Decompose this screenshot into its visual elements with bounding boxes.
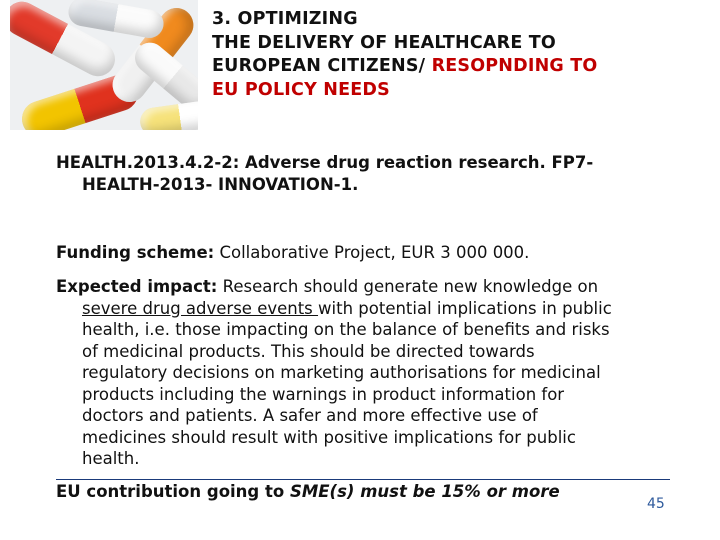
- impact-line: regulatory decisions on marketing authorisations for medicinal: [82, 363, 601, 382]
- impact-line: medicines should result with positive implications for public: [82, 427, 576, 447]
- eu-contribution: [56, 482, 560, 501]
- impact-line: products including the warnings in product information for: [82, 384, 565, 404]
- topic-code: [56, 152, 666, 195]
- funding-label: Funding scheme:: [56, 243, 215, 262]
- title-line-3-a: EUROPEAN CITIZENS/: [212, 56, 432, 76]
- impact-line: of medicinal products. This should be directed towards: [82, 341, 535, 361]
- impact-underlined: severe drug adverse events: [82, 298, 319, 318]
- title-line-4: EU POLICY NEEDS: [212, 79, 390, 100]
- topic-code-line-2: HEALTH-2013- INNOVATION-1.: [82, 174, 359, 194]
- title-line-3-b: RESOPNDING TO: [431, 56, 598, 76]
- funding-scheme: [56, 242, 666, 264]
- contribution-prefix: EU contribution going to: [56, 482, 290, 501]
- impact-label: Expected impact:: [56, 277, 218, 296]
- title-line-2: THE DELIVERY OF HEALTHCARE TO: [212, 32, 556, 53]
- pills-photo: [10, 0, 198, 130]
- divider-rule: [56, 479, 670, 480]
- funding-value: Collaborative Project, EUR 3 000 000.: [214, 243, 530, 262]
- title-line-1: 3. OPTIMIZING: [212, 9, 358, 29]
- impact-line-2: with potential implications in public: [318, 298, 612, 318]
- impact-line: health, i.e. those impacting on the balance of benefits and risks: [82, 320, 610, 339]
- impact-line: doctors and patients. A safer and more effective use of: [82, 406, 538, 425]
- impact-line: health.: [82, 449, 140, 468]
- expected-impact: [56, 276, 666, 470]
- topic-code-line-1: HEALTH.2013.4.2-2: Adverse drug reaction research. FP7-: [56, 153, 594, 172]
- slide-title: [212, 8, 712, 102]
- page-number: 45: [647, 496, 665, 512]
- contribution-emph: SME(s) must be 15% or more: [289, 482, 560, 501]
- title-line-3: [212, 55, 712, 79]
- pill-yellow-white: [138, 99, 198, 130]
- impact-first: Research should generate new knowledge on: [217, 277, 599, 296]
